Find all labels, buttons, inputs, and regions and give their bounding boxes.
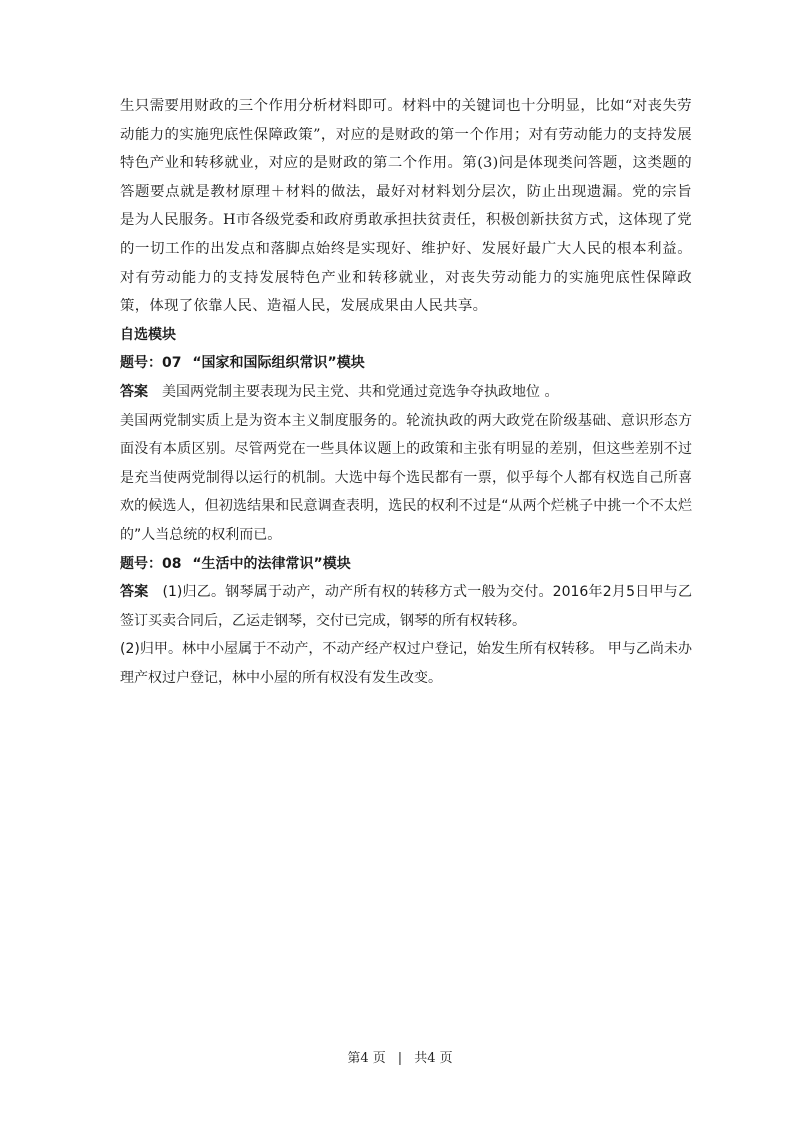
question-07-heading [120,349,692,378]
question-07-number: 题号：07 [120,355,182,372]
question-07-answer-body: 美国两党制实质上是为资本主义制度服务的。轮流执政的两大政党在阶级基础、意识形态方面没有本质区别。尽管两党在一些具体议题上的政策和主张有明显的差别，但这些差别不过是充当使两党制得以运行的机制。大选中每个选民都有一票，似乎每个人都有权选自己所喜欢的候选人，但初选结果和民意调查表明，选民的权利不过是“从两个烂桃子中挑一个不太烂的”人当总统的权利而已。 [120,412,692,543]
analysis-paragraph: 生只需要用财政的三个作用分析材料即可。材料中的关键词也十分明显，比如“对丧失劳动能力的实施兜底性保障政策”，对应的是财政的第一个作用；对有劳动能力的支持发展特色产业和转移就业，对应的是财政的第二个作用。第(3)问是体现类问答题，这类题的答题要点就是教材原理＋材料的做法，最好对材料划分层次，防止出现遗漏。党的宗旨是为人民服务。H市各级党委和政府勇敢承担扶贫责任，积极创新扶贫方式，这体现了党的一切工作的出发点和落脚点始终是实现好、维护好、发展好最广大人民的根本利益。对有劳动能力的支持发展特色产业和转移就业，对丧失劳动能力的实施兜底性保障政策，体现了依靠人民、造福人民，发展成果由人民共享。 [120,98,692,315]
section-title-elective: 自选模块 [120,326,176,343]
question-08-title: “生活中的法律常识”模块 [192,555,351,572]
question-07-answer-line [120,378,692,407]
answer-07-summary: 美国两党制主要表现为民主党、共和党通过竞选争夺执政地位 。 [162,383,559,400]
answer-08-part1-text: (1)归乙。钢琴属于动产，动产所有权的转移方式一般为交付。2016年2月5日甲与乙签订买卖合同后，乙运走钢琴，交付已完成，钢琴的所有权转移。 [120,584,693,629]
question-07-title: “国家和国际组织常识”模块 [192,355,365,372]
question-08-answer-part1 [120,578,692,635]
page-footer [0,1047,800,1066]
current-page-number: 第4 页 [347,1051,386,1066]
total-page-count: 共4 页 [414,1051,453,1066]
document-page [120,92,692,692]
question-08-number: 题号：08 [120,555,182,572]
answer-label-08: 答案 [120,584,149,601]
footer-separator: | [397,1051,403,1066]
question-08-answer-part2: (2)归甲。林中小屋属于不动产，不动产经产权过户登记，始发生所有权转移。 甲与乙尚未办理产权过户登记，林中小屋的所有权没有发生改变。 [120,641,692,686]
answer-label-07: 答案 [120,383,148,400]
question-08-heading [120,550,692,579]
